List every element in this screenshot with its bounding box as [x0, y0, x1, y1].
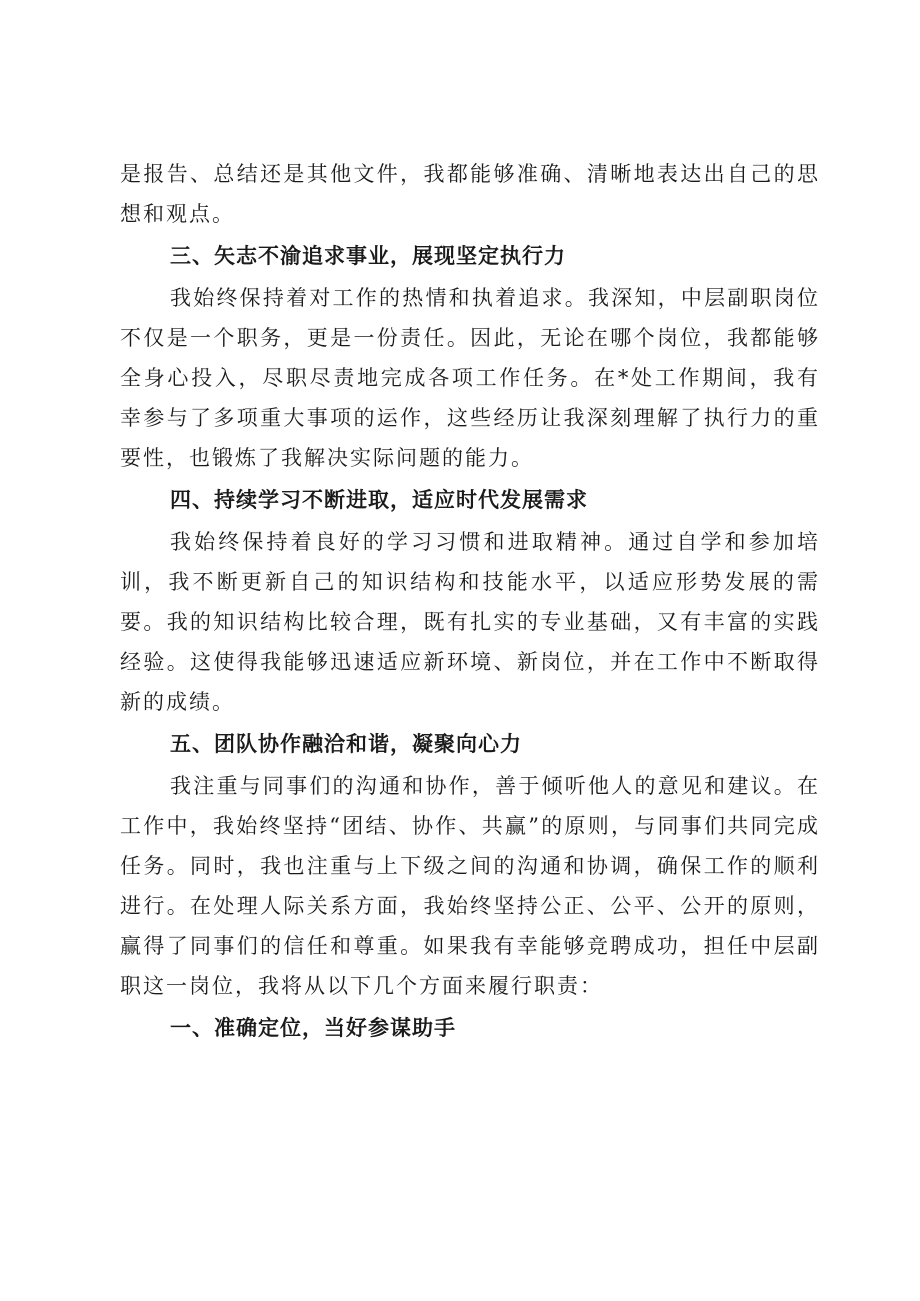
- paragraph-teamwork: 我注重与同事们的沟通和协作，善于倾听他人的意见和建议。在工作中，我始终坚持“团结、协作、共赢”的原则，与同事们共同完成任务。同时，我也注重与上下级之间的沟通和协调，确保工作的顺利进行。在处理人际关系方面，我始终坚持公正、公平、公开的原则，赢得了同事们的信任和尊重。如果我有幸能够竞聘成功，担任中层副职这一岗位，我将从以下几个方面来履行职责：: [120, 774, 820, 998]
- paragraph-continuation: 是报告、总结还是其他文件，我都能够准确、清晰地表达出自己的思想和观点。: [120, 162, 820, 226]
- section-heading-four: 四、持续学习不断进取，适应时代发展需求: [170, 488, 588, 512]
- paragraph-learning: 我始终保持着良好的学习习惯和进取精神。通过自学和参加培训，我不断更新自己的知识结构和技能水平，以适应形势发展的需要。我的知识结构比较合理，既有扎实的专业基础，又有丰富的实践经验。这使得我能够迅速适应新环境、新岗位，并在工作中不断取得新的成绩。: [120, 530, 820, 714]
- document-body: [120, 154, 820, 1050]
- section-heading-three: 三、矢志不渝追求事业，展现坚定执行力: [170, 244, 566, 268]
- section-heading-five: 五、团队协作融洽和谐，凝聚向心力: [170, 732, 522, 756]
- section-heading-one: 一、准确定位，当好参谋助手: [170, 1016, 456, 1040]
- paragraph-execution: 我始终保持着对工作的热情和执着追求。我深知，中层副职岗位不仅是一个职务，更是一份责任。因此，无论在哪个岗位，我都能够全身心投入，尽职尽责地完成各项工作任务。在*处工作期间，我有幸参与了多项重大事项的运作，这些经历让我深刻理解了执行力的重要性，也锻炼了我解决实际问题的能力。: [120, 286, 820, 470]
